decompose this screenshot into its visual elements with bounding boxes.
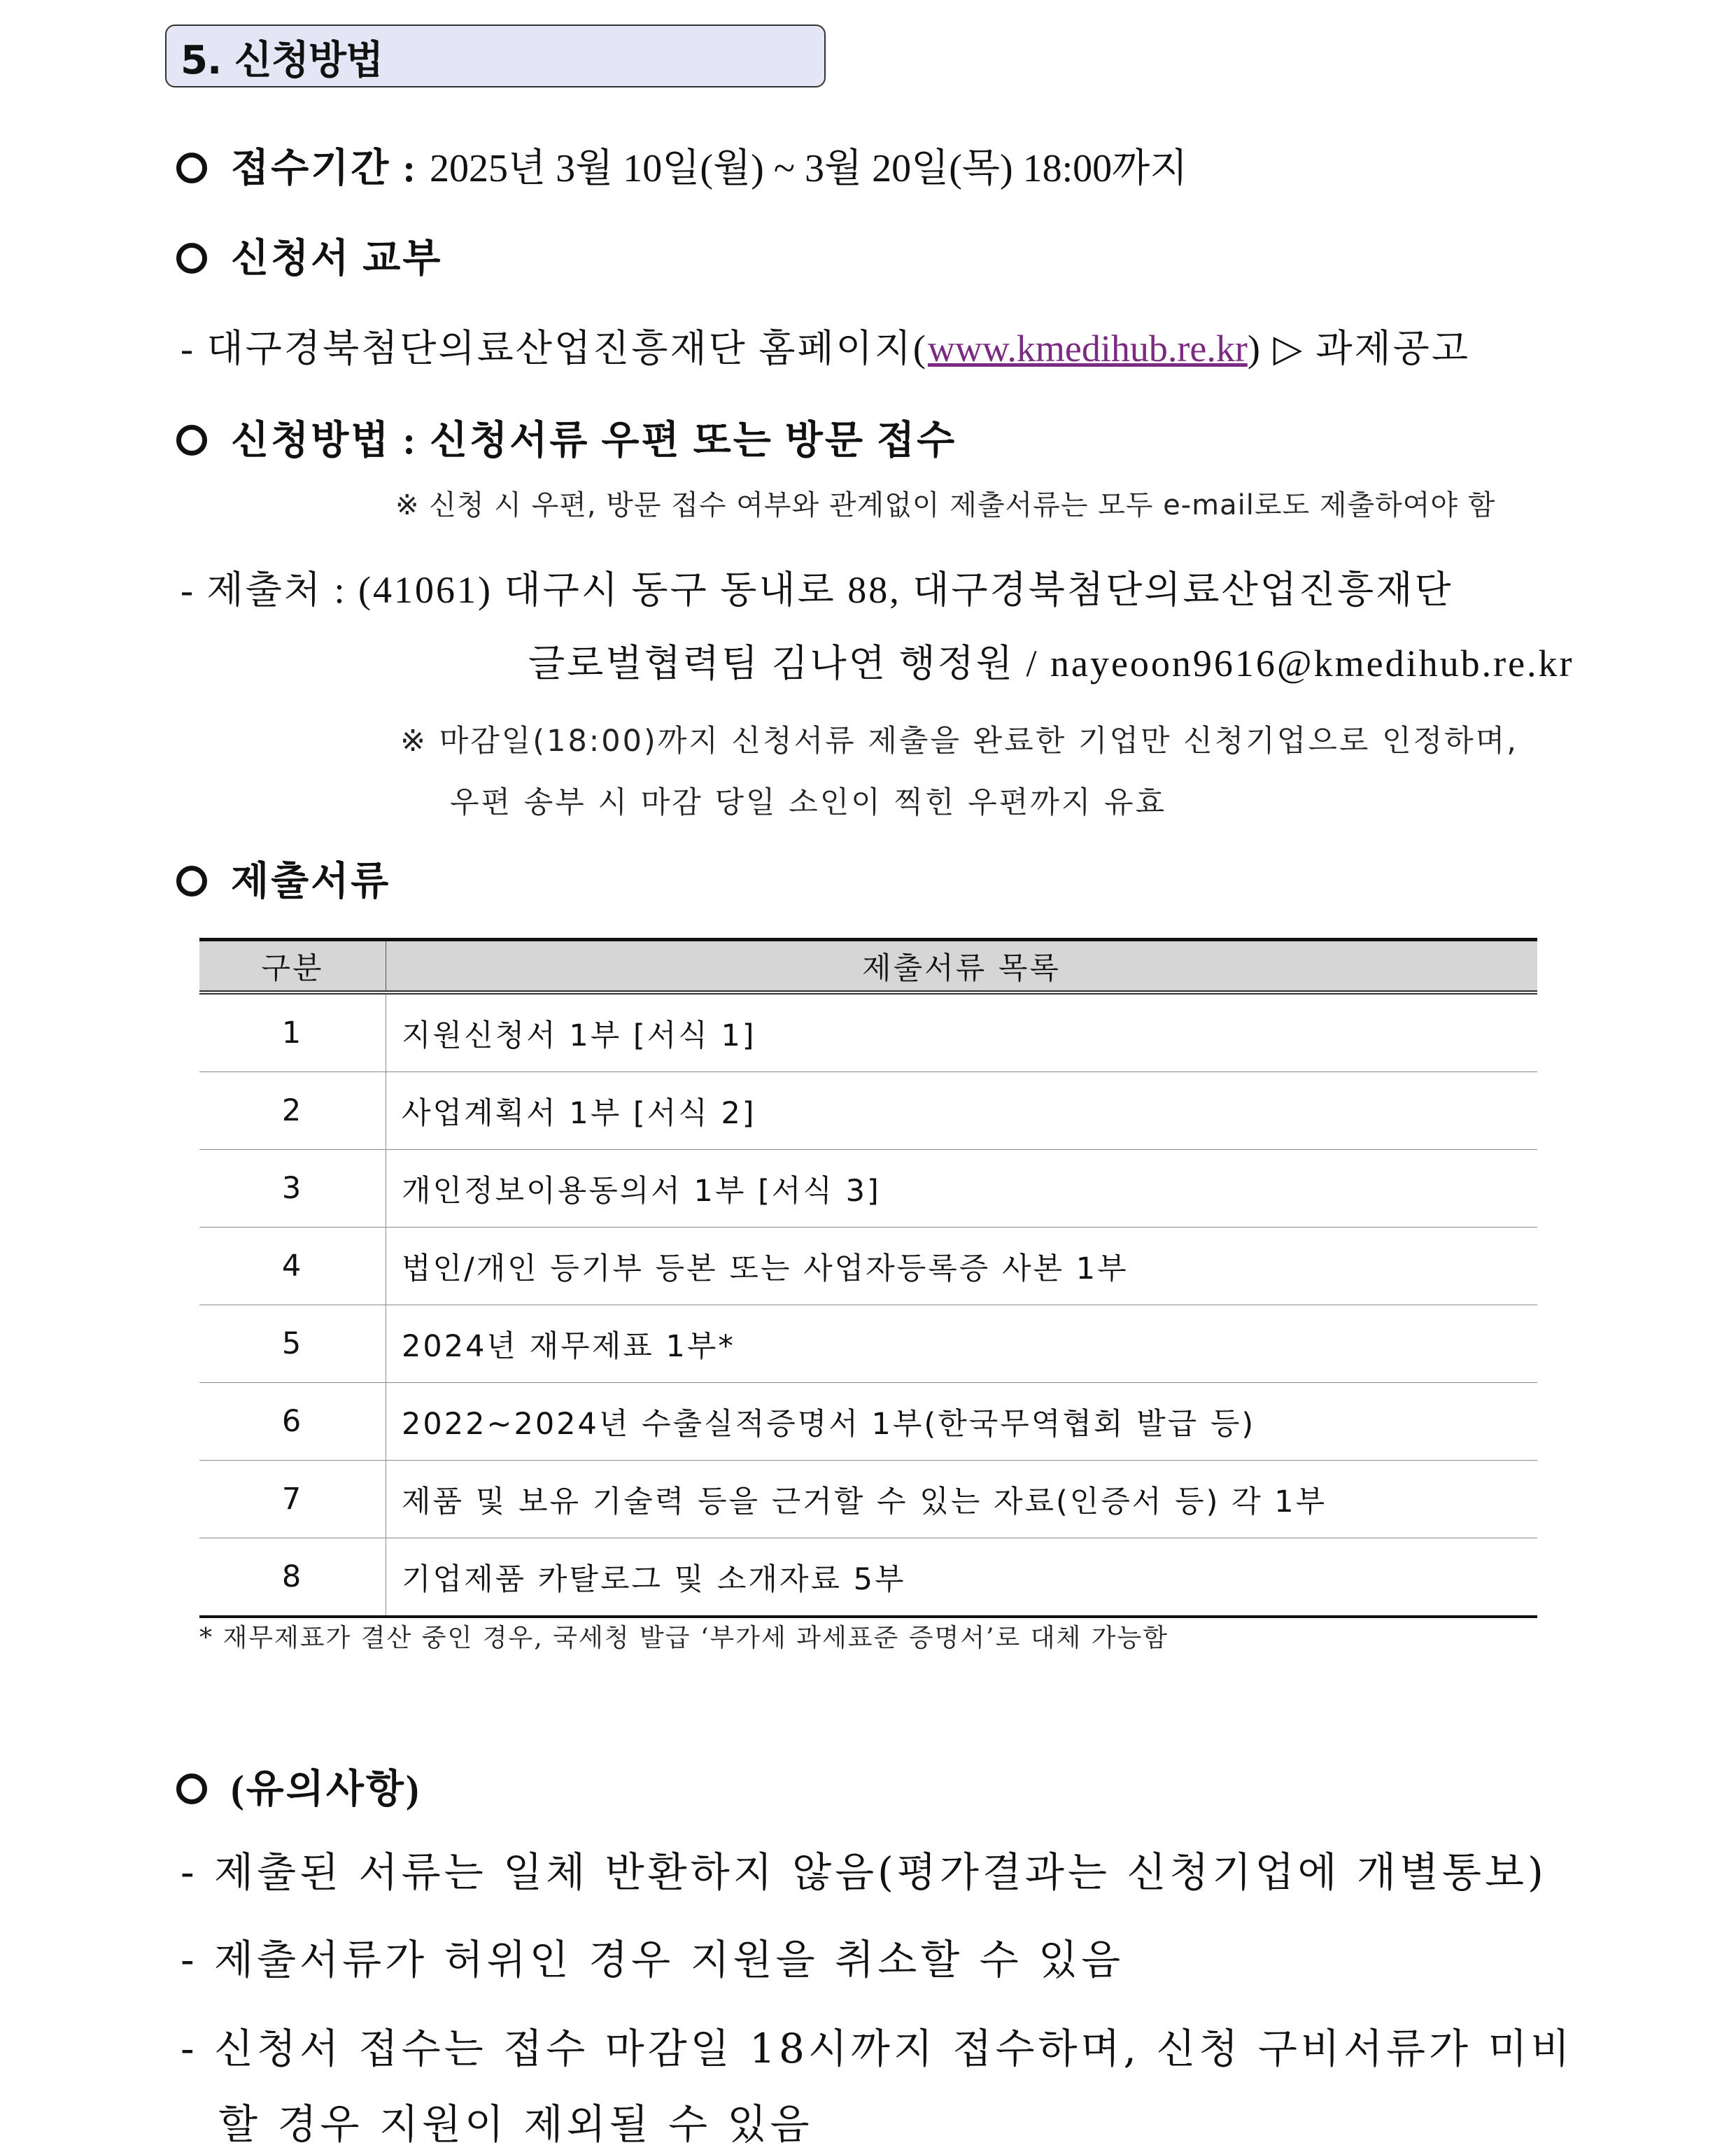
circle-bullet-icon (176, 425, 207, 456)
row-document: 2022~2024년 수출실적증명서 1부(한국무역협회 발급 등) (386, 1383, 1538, 1461)
circle-bullet-icon (176, 243, 207, 274)
documents-table (199, 938, 1537, 1618)
notice-item-3-line1: - 신청서 접수는 접수 마감일 18시까지 접수하며, 신청 구비서류가 미비 (181, 2025, 1574, 2072)
table-row (199, 1383, 1537, 1461)
method-label: 신청방법 : 신청서류 우편 또는 방문 접수 (231, 419, 957, 463)
distribution-target: 과제공고 (1315, 328, 1470, 370)
row-number: 6 (199, 1383, 386, 1461)
documents-label: 제출서류 (231, 860, 391, 904)
distribution-label: 신청서 교부 (231, 237, 443, 281)
method-heading (176, 409, 957, 465)
table-row (199, 1461, 1537, 1538)
row-document: 개인정보이용동의서 1부 [서식 3] (386, 1150, 1538, 1228)
row-document: 지원신청서 1부 [서식 1] (386, 992, 1538, 1072)
row-number: 8 (199, 1538, 386, 1617)
row-number: 4 (199, 1228, 386, 1305)
notice-item-1: - 제출된 서류는 일체 반환하지 않음(평가결과는 신청기업에 개별통보) (181, 1848, 1547, 1896)
period-value: 2025년 3월 10일(월) ~ 3월 20일(목) 18:00까지 (430, 147, 1188, 190)
table-row (199, 1150, 1537, 1228)
table-header-row (199, 940, 1537, 993)
notice-item-2: - 제출서류가 허위인 경우 지원을 취소할 수 있음 (181, 1936, 1124, 1983)
circle-bullet-icon (176, 1773, 207, 1804)
homepage-link[interactable]: www.kmedihub.re.kr (927, 328, 1248, 370)
notice-item-3-line2: 할 경우 지원이 제외될 수 있음 (218, 2100, 813, 2148)
distribution-suffix: ) (1247, 328, 1262, 370)
row-document: 사업계획서 1부 [서식 2] (386, 1072, 1538, 1150)
row-number: 5 (199, 1305, 386, 1383)
documents-heading (176, 850, 390, 906)
notice-label: (유의사항) (231, 1768, 421, 1811)
triangle-right-icon: ▷ (1273, 326, 1305, 370)
period-label: 접수기간 : (231, 147, 418, 190)
notice-heading (176, 1758, 421, 1814)
period-row (176, 137, 1187, 193)
row-number: 7 (199, 1461, 386, 1538)
table-footnote: * 재무제표가 결산 중인 경우, 국세청 발급 ‘부가세 과세표준 증명서’로 대체 가능함 (199, 1624, 1169, 1652)
section-title: 5. 신청방법 (181, 38, 383, 83)
table-row (199, 1305, 1537, 1383)
header-document-list: 제출서류 목록 (386, 940, 1538, 993)
method-email-note: ※ 신청 시 우편, 방문 접수 여부와 관계없이 제출서류는 모두 e-mail로도 제출하여야 함 (395, 489, 1496, 521)
header-category: 구분 (199, 940, 386, 993)
circle-bullet-icon (176, 153, 207, 183)
row-document: 법인/개인 등기부 등본 또는 사업자등록증 사본 1부 (386, 1228, 1538, 1305)
table-row (199, 992, 1537, 1072)
deadline-note-line1: ※ 마감일(18:00)까지 신청서류 제출을 완료한 기업만 신청기업으로 인정하며, (400, 724, 1518, 759)
row-number: 2 (199, 1072, 386, 1150)
row-document: 제품 및 보유 기술력 등을 근거할 수 있는 자료(인증서 등) 각 1부 (386, 1461, 1538, 1538)
row-number: 3 (199, 1150, 386, 1228)
row-number: 1 (199, 992, 386, 1072)
row-document: 2024년 재무제표 1부* (386, 1305, 1538, 1383)
submit-address-line1: - 제출처 : (41061) 대구시 동구 동내로 88, 대구경북첨단의료산업진흥재단 (181, 569, 1453, 611)
table-row (199, 1228, 1537, 1305)
circle-bullet-icon (176, 866, 207, 897)
table-row (199, 1538, 1537, 1617)
distribution-line (181, 318, 1470, 372)
distribution-heading (176, 227, 442, 283)
submit-address-line2: 글로벌협력팀 김나연 행정원 / nayeoon9616@kmedihub.re.kr (528, 642, 1574, 684)
row-document: 기업제품 카탈로그 및 소개자료 5부 (386, 1538, 1538, 1617)
distribution-prefix: - 대구경북첨단의료산업진흥재단 홈페이지( (181, 328, 928, 370)
deadline-note-line2: 우편 송부 시 마감 당일 소인이 찍힌 우편까지 유효 (450, 785, 1167, 820)
table-row (199, 1072, 1537, 1150)
